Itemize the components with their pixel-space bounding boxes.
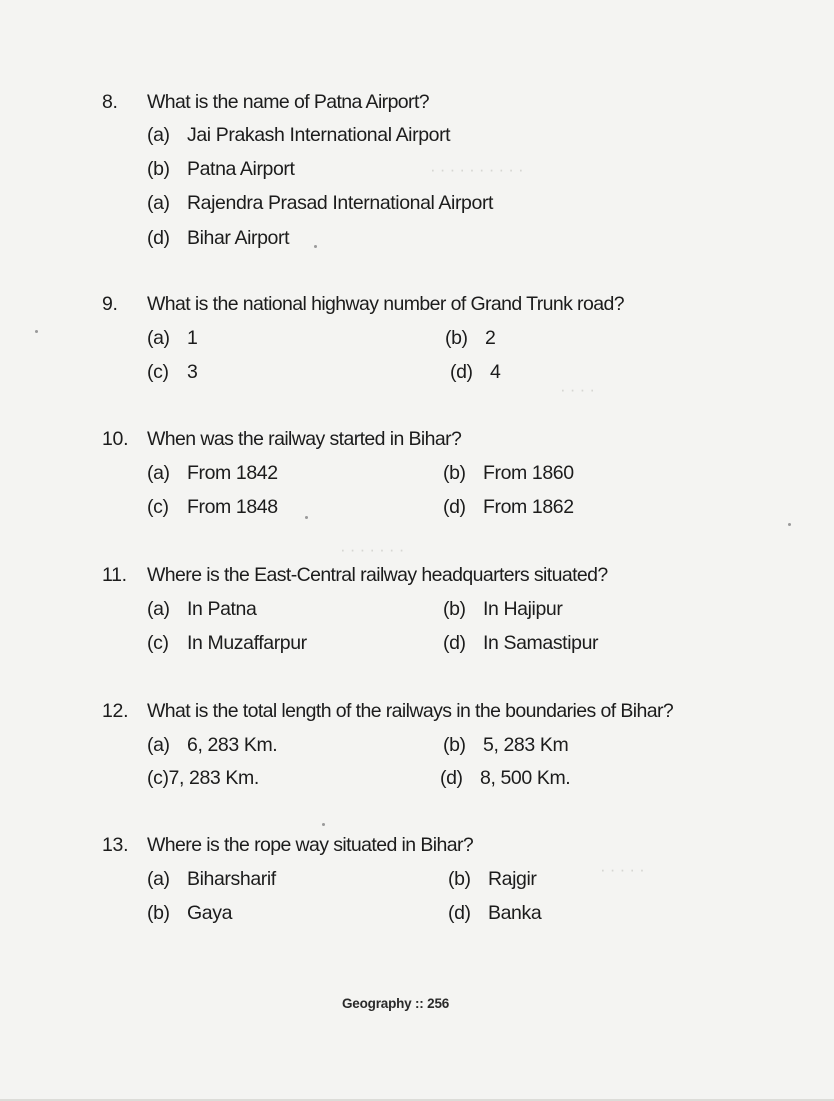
option <box>147 767 259 790</box>
option-label: (a) <box>147 327 170 349</box>
option-text: 6, 283 Km. <box>187 734 278 756</box>
option-text: 4 <box>490 361 501 383</box>
option <box>450 361 500 384</box>
option-label: (a) <box>147 192 170 214</box>
option <box>443 462 574 485</box>
option-text: Bihar Airport <box>187 227 290 249</box>
option <box>448 902 541 925</box>
scan-speck <box>35 330 38 333</box>
option-text: 7, 283 Km. <box>168 767 259 789</box>
question-number: 13. <box>102 834 129 856</box>
option-text: Patna Airport <box>187 158 295 180</box>
option-label: (d) <box>443 632 466 654</box>
question-number: 9. <box>102 293 118 315</box>
scan-speck <box>788 523 791 526</box>
option-label: (a) <box>147 124 170 146</box>
option <box>147 868 276 891</box>
question-number: 8. <box>102 91 118 113</box>
question-text: Where is the East-Central railway headquarters situated? <box>147 564 608 586</box>
option-label: (a) <box>147 462 170 484</box>
option-label: (b) <box>147 902 170 924</box>
option-label: (d) <box>440 767 463 789</box>
option-label: (b) <box>443 734 466 756</box>
option-label: (d) <box>147 227 170 249</box>
option <box>448 868 537 891</box>
option <box>147 462 278 485</box>
question-number: 12. <box>102 700 129 722</box>
option <box>147 327 197 350</box>
option <box>147 902 232 925</box>
option-label: (b) <box>448 868 471 890</box>
option-text: 8, 500 Km. <box>480 767 571 789</box>
option-label: (c) <box>147 496 169 518</box>
option-text: From 1862 <box>483 496 574 518</box>
option-label: (c) <box>147 767 169 789</box>
option-label: (c) <box>147 361 169 383</box>
option-label: (a) <box>147 868 170 890</box>
option-label: (d) <box>450 361 473 383</box>
question-text: What is the name of Patna Airport? <box>147 91 430 113</box>
option <box>147 192 493 215</box>
option <box>440 767 570 790</box>
option-text: Biharsharif <box>187 868 276 890</box>
option-label: (a) <box>147 734 170 756</box>
option <box>443 598 562 621</box>
scan-speck <box>322 823 325 826</box>
scan-speck <box>305 516 308 519</box>
question-number: 10. <box>102 428 129 450</box>
bleed-through-mark: · · · · · <box>600 860 645 879</box>
question-number: 11. <box>102 564 127 586</box>
option <box>147 124 450 147</box>
option-text: In Muzaffarpur <box>187 632 307 654</box>
option-text: 5, 283 Km <box>483 734 569 756</box>
option-text: Banka <box>488 902 542 924</box>
option-label: (b) <box>147 158 170 180</box>
option <box>443 632 598 655</box>
scan-speck <box>314 245 317 248</box>
option <box>147 496 278 519</box>
option-label: (c) <box>147 632 169 654</box>
option-label: (d) <box>448 902 471 924</box>
option <box>147 598 256 621</box>
option-label: (b) <box>443 598 466 620</box>
option-label: (d) <box>443 496 466 518</box>
option-text: In Samastipur <box>483 632 599 654</box>
option <box>443 496 574 519</box>
option <box>445 327 495 350</box>
option-text: Rajendra Prasad International Airport <box>187 192 494 214</box>
question-text: What is the total length of the railways in the boundaries of Bihar? <box>147 700 674 722</box>
option-text: Jai Prakash International Airport <box>187 124 451 146</box>
option-text: From 1848 <box>187 496 278 518</box>
option <box>147 227 289 250</box>
option-text: From 1860 <box>483 462 574 484</box>
bleed-through-mark: · · · · <box>560 380 595 399</box>
page-footer: Geography :: 256 <box>342 996 450 1011</box>
option <box>147 632 307 655</box>
option <box>147 158 295 181</box>
option <box>147 361 197 384</box>
option-text: 2 <box>485 327 496 349</box>
question-text: When was the railway started in Bihar? <box>147 428 462 450</box>
option-text: Rajgir <box>488 868 537 890</box>
question-text: Where is the rope way situated in Bihar? <box>147 834 474 856</box>
option-label: (b) <box>445 327 468 349</box>
option <box>147 734 277 757</box>
option-text: In Patna <box>187 598 257 620</box>
option-text: From 1842 <box>187 462 278 484</box>
question-text: What is the national highway number of Grand Trunk road? <box>147 293 624 315</box>
bleed-through-mark: · · · · · · · · · · <box>430 160 524 179</box>
option-text: In Hajipur <box>483 598 563 620</box>
option-text: 3 <box>187 361 198 383</box>
option-text: Gaya <box>187 902 233 924</box>
bleed-through-mark: · · · · · · · <box>340 540 405 559</box>
option <box>443 734 568 757</box>
option-label: (a) <box>147 598 170 620</box>
option-text: 1 <box>187 327 198 349</box>
option-label: (b) <box>443 462 466 484</box>
